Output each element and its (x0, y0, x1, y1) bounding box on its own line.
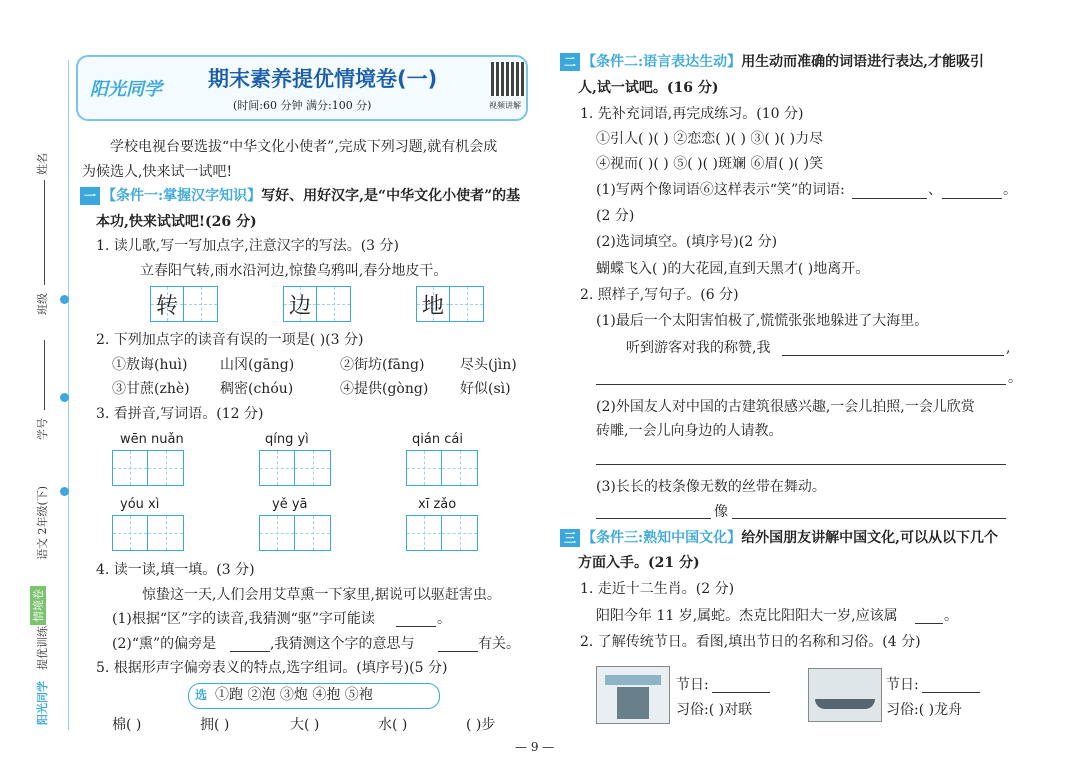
qr-code-icon[interactable] (491, 62, 525, 96)
char-grid[interactable] (416, 286, 484, 322)
s2-q2-title: 2. 照样子,写句子。(6 分) (580, 287, 739, 303)
section-2-number: 二 (560, 53, 580, 71)
q1-title: 1. 读儿歌,写一写加点字,注意汉字的写法。(3 分) (96, 238, 399, 254)
q2-option: 稠密(chóu) (220, 381, 294, 397)
q5-word[interactable]: 水( ) (378, 717, 408, 733)
answer-blank[interactable] (922, 692, 980, 693)
q2-option: 好似(sì) (460, 381, 511, 397)
q4-passage: 惊蛰这一天,人们会用艾草熏一下家里,据说可以驱赶害虫。 (142, 587, 501, 603)
q2-option: ④提供(gòng) (340, 381, 429, 397)
q5-word[interactable]: ( )步 (466, 717, 496, 733)
s2-q2-s1b: 听到游客对我的称赞,我 (626, 340, 771, 356)
section-2-text: 用生动而准确的词语进行表达,才能吸引 (741, 54, 985, 70)
section-1-condition: 【条件一:掌握汉字知识】 (102, 188, 262, 204)
s2-q2-s3b: 像 (714, 504, 728, 520)
page-title: 期末素养提优情境卷(一) (208, 67, 438, 91)
tag-label: 情境卷 (30, 586, 46, 625)
intro-line-2: 为候选人,快来试一试吧! (82, 164, 233, 180)
q2-option: ③甘蔗(zhè) (112, 381, 190, 397)
s2-q2-s2b: 砖雕,一会儿向身边的人请教。 (596, 423, 783, 439)
answer-blank[interactable] (712, 692, 770, 693)
q4-s2b: ,我猜测这个字的意思与 (270, 636, 415, 652)
pinyin: wēn nuǎn (120, 432, 184, 447)
q2-title: 2. 下列加点字的读音有误的一项是( )(3 分) (96, 332, 364, 348)
answer-grid[interactable] (259, 450, 331, 486)
exam-meta: (时间:60 分钟 满分:100 分) (233, 99, 372, 112)
section-2-condition: 【条件二:语言表达生动】 (582, 54, 742, 70)
answer-blank[interactable] (596, 464, 1006, 465)
q5-word[interactable]: 拥( ) (200, 717, 230, 733)
pinyin: xī zǎo (418, 497, 457, 512)
q2-option: ①敖诲(huì) (112, 357, 188, 373)
options-list: ①跑 ②泡 ③炮 ④抱 ⑤袍 (215, 687, 373, 703)
s3-q1-title: 1. 走近十二生肖。(2 分) (580, 581, 735, 597)
s2-q1-sub1: (1)写两个像词语⑥这样表示“笑”的词语: (596, 182, 845, 198)
s3-q2-title: 2. 了解传统节日。看图,填出节日的名称和习俗。(4 分) (580, 634, 921, 650)
boat-shape (815, 699, 875, 709)
s2-q1-sub1-sep: 、 (928, 182, 942, 198)
door-shape (617, 687, 649, 719)
q2-option: 山冈(gāng) (220, 357, 295, 373)
answer-grid[interactable] (112, 515, 184, 551)
answer-blank[interactable] (230, 651, 270, 652)
intro-line-1: 学校电视台要选拔“中华文化小使者”,完成下列习题,就有机会成 (110, 139, 498, 155)
festival-b-custom: 习俗:( )龙舟 (886, 702, 963, 718)
s2-q1-sub1-score: (2 分) (596, 208, 635, 224)
title-banner (76, 55, 528, 121)
s2-q2-s1-end2: 。 (1008, 370, 1022, 386)
section-3-text-2: 方面入手。(21 分) (578, 555, 700, 571)
q5-word[interactable]: 大( ) (290, 717, 320, 733)
binding-dot (60, 295, 69, 304)
options-label: 选 (195, 688, 208, 702)
pinyin: yóu xì (120, 497, 160, 512)
answer-blank[interactable] (942, 198, 1002, 199)
q2-option: ②街坊(fāng) (340, 357, 425, 373)
answer-blank[interactable] (396, 626, 436, 627)
q4-s1: (1)根据“区”字的读音,我猜测“驱”字可能读 (112, 611, 375, 627)
s2-q1-sub2: (2)选词填空。(填序号)(2 分) (596, 234, 778, 250)
s3-q1-end: 。 (944, 608, 958, 624)
pinyin: qián cái (412, 432, 463, 447)
class-line (44, 215, 45, 285)
q4-s2c: 有关。 (478, 636, 520, 652)
model-char: 转 (155, 293, 178, 319)
section-1-heading (80, 186, 520, 206)
answer-grid[interactable] (259, 515, 331, 551)
festival-a-label: 节日: (676, 677, 709, 693)
s2-q2-s1: (1)最后一个太阳害怕极了,慌慌张张地躲进了大海里。 (596, 313, 929, 329)
id-label: 学号 (36, 418, 49, 440)
section-3-text: 给外国朋友讲解中国文化,可以从以下几个 (741, 530, 999, 546)
answer-blank[interactable] (732, 518, 1006, 519)
class-label: 班级 (36, 293, 49, 315)
section-1-text: 写好、用好汉字,是“中华文化小使者”的基 (261, 188, 521, 204)
model-char: 地 (421, 293, 444, 319)
model-char: 边 (288, 293, 311, 319)
options-box (188, 683, 440, 709)
section-1-text-2: 本功,快来试试吧!(26 分) (96, 214, 257, 230)
q2-option: 尽头(jìn) (460, 357, 517, 373)
brand-label: 阳光同学 (36, 681, 49, 725)
festival-a-custom: 习俗:( )对联 (676, 702, 753, 718)
name-label: 姓名 (36, 153, 49, 175)
q4-title: 4. 读一读,填一填。(3 分) (96, 562, 255, 578)
s2-q1-sub1-end: 。 (1003, 182, 1017, 198)
section-3-condition: 【条件三:熟知中国文化】 (582, 530, 742, 546)
q3-title: 3. 看拼音,写词语。(12 分) (96, 406, 264, 422)
s2-q1-sub2-text: 蝴蝶飞入( )的大花园,直到天黑才( )地离开。 (596, 261, 870, 277)
answer-blank[interactable] (782, 355, 1004, 356)
pinyin: qíng yì (265, 432, 309, 447)
s2-q1-row2: ④视而( )( ) ⑤( )( )斑斓 ⑥眉( )( )笑 (596, 156, 824, 172)
brand-logo: 阳光同学 (90, 79, 162, 100)
q4-s1-end: 。 (437, 611, 451, 627)
s2-q2-s2: (2)外国友人对中国的古建筑很感兴趣,一会儿拍照,一会儿欣赏 (596, 399, 975, 415)
char-grid[interactable] (150, 286, 218, 322)
answer-grid[interactable] (112, 450, 184, 486)
grade-label: 语文 2年级(下) (36, 485, 49, 560)
q1-poem: 立春阳气转,雨水沿河边,惊蛰乌鸦叫,春分地皮干。 (140, 263, 448, 279)
answer-blank[interactable] (852, 198, 927, 199)
s3-q1-text: 阳阳今年 11 岁,属蛇。杰克比阳阳大一岁,应该属 (596, 608, 898, 624)
section-2-heading (560, 52, 984, 72)
q4-s2a: (2)“熏”的偏旁是 (112, 636, 217, 652)
series-label: 提优训练 (36, 626, 49, 670)
binding-dot (60, 487, 69, 496)
answer-grid[interactable] (406, 450, 478, 486)
s2-q1-title: 1. 先补充词语,再完成练习。(10 分) (580, 106, 804, 122)
page-number: — 9 — (515, 740, 555, 754)
section-3-heading (560, 528, 998, 548)
answer-blank[interactable] (438, 651, 478, 652)
answer-grid[interactable] (406, 515, 478, 551)
answer-blank[interactable] (596, 518, 711, 519)
s2-q2-s1-end: , (1006, 340, 1011, 356)
section-1-number: 一 (80, 187, 100, 205)
s2-q1-row1: ①引人( )( ) ②恋恋( )( ) ③( )( )力尽 (596, 131, 824, 147)
dragon-boat-picture (808, 668, 882, 722)
id-line (44, 340, 45, 410)
festival-b-label: 节日: (886, 677, 919, 693)
pinyin: yě yā (272, 497, 308, 512)
section-3-number: 三 (560, 529, 580, 547)
s2-q2-s3: (3)长长的枝条像无数的丝带在舞动。 (596, 479, 826, 495)
q5-word[interactable]: 棉( ) (112, 717, 142, 733)
qr-caption: 视频讲解 (489, 101, 521, 110)
section-2-text-2: 人,试一试吧。(16 分) (578, 80, 719, 96)
binding-dot (60, 393, 69, 402)
spring-festival-picture (596, 666, 670, 724)
answer-blank[interactable] (915, 623, 943, 624)
char-grid[interactable] (283, 286, 351, 322)
answer-blank[interactable] (596, 384, 1006, 385)
q5-title: 5. 根据形声字偏旁表义的特点,选字组词。(填序号)(5 分) (96, 660, 448, 676)
roof-shape (605, 675, 661, 685)
